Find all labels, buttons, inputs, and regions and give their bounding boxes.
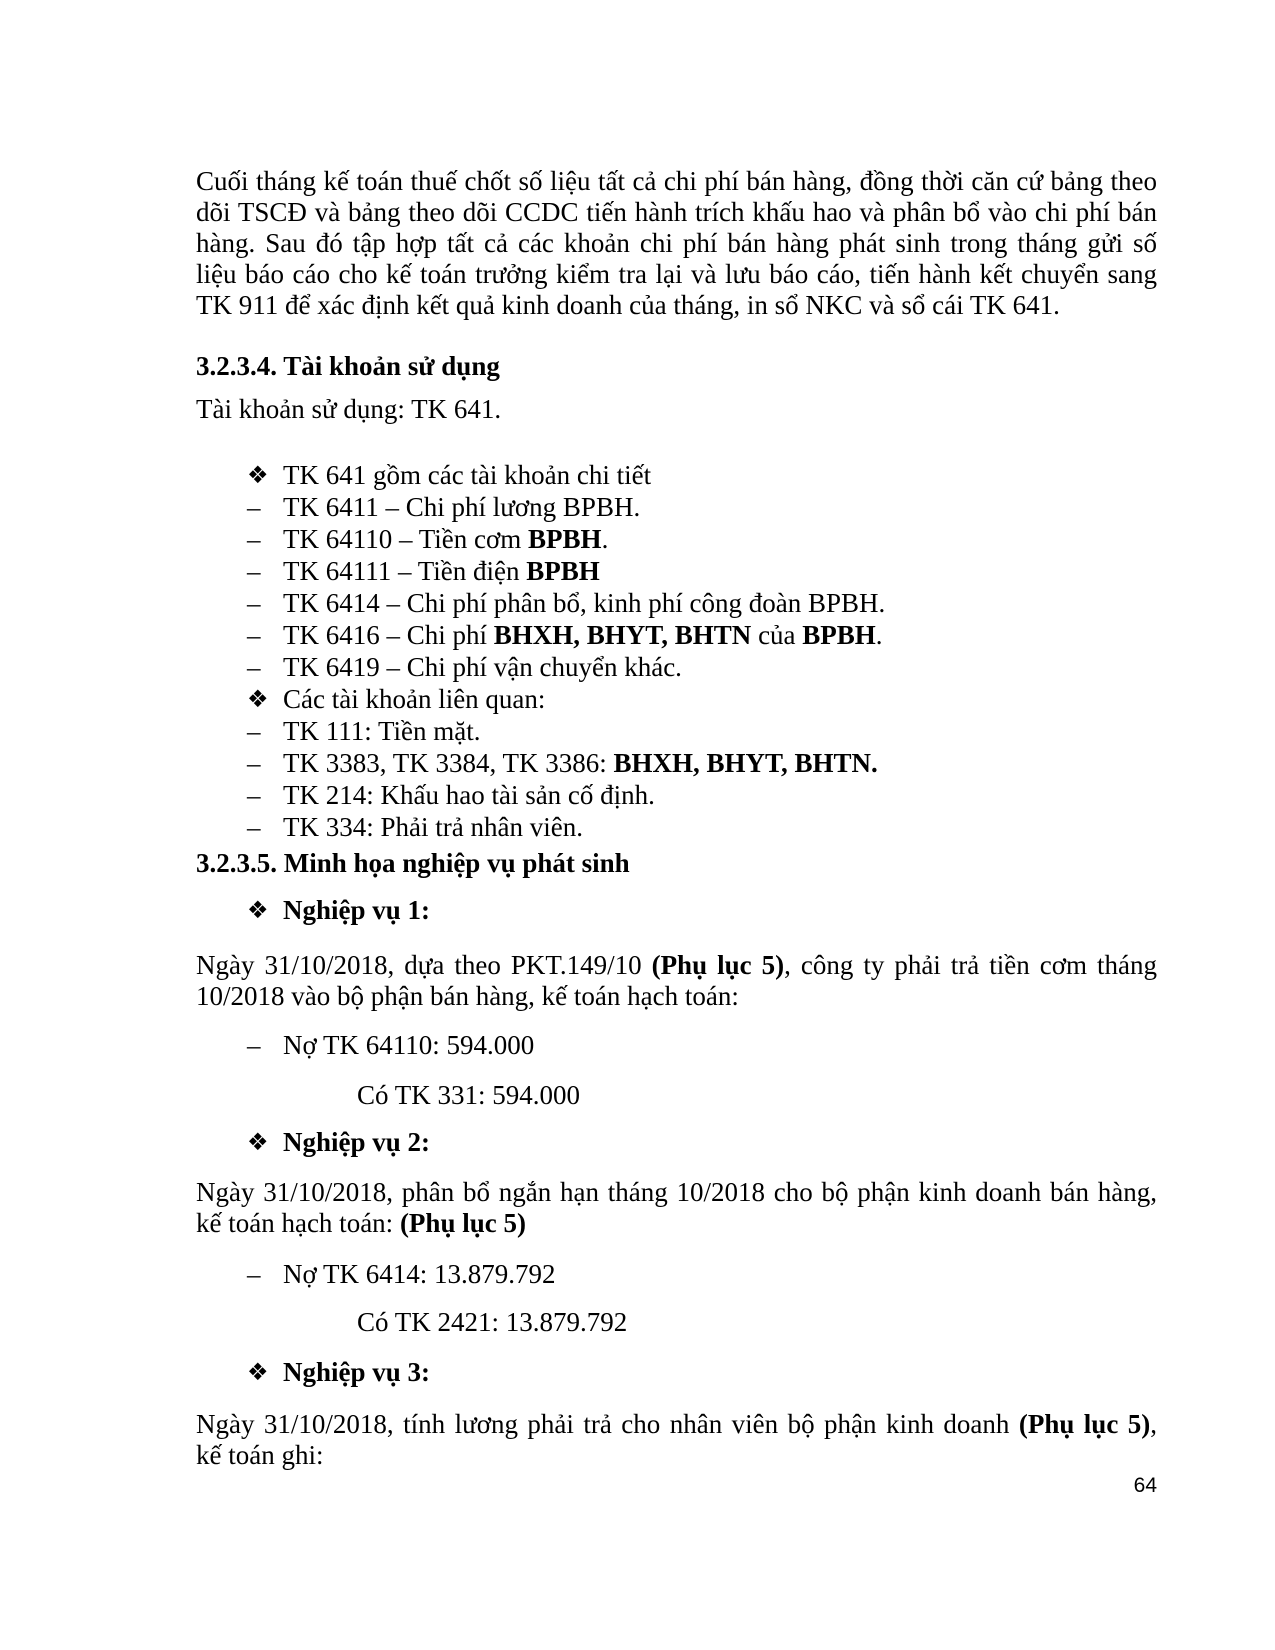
nv1-debit-line (196, 1030, 1157, 1061)
list-item-text: TK 6419 – Chi phí vận chuyển khác. (283, 652, 682, 682)
diamond-bullet-icon: ❖ (247, 896, 269, 924)
dash-bullet-icon: – (247, 748, 261, 778)
list-item-text: TK 6416 – Chi phí BHXH, BHYT, BHTN của BPBH. (283, 620, 883, 650)
list-item (196, 651, 1157, 683)
paragraph-line: Cuối tháng kế toán thuế chốt số liệu tất cả chi phí bán hàng, đồng thời căn cứ bảng theo (196, 166, 1157, 196)
list-item (196, 619, 1157, 651)
paragraph-line: Ngày 31/10/2018, tính lương phải trả cho nhân viên bộ phận kinh doanh (Phụ lục 5), (196, 1409, 1157, 1439)
list-item (196, 779, 1157, 811)
section-heading-3235: 3.2.3.5. Minh họa nghiệp vụ phát sinh (196, 848, 630, 878)
dash-bullet-icon: – (247, 716, 261, 746)
account-usage-line: Tài khoản sử dụng: TK 641. (196, 394, 502, 424)
list-item (196, 491, 1157, 523)
list-item-text: TK 214: Khấu hao tài sản cố định. (283, 780, 655, 810)
dash-bullet-icon: – (247, 812, 261, 842)
dash-bullet-icon: – (247, 556, 261, 586)
list-item (196, 747, 1157, 779)
list-item (196, 523, 1157, 555)
dash-bullet-icon: – (247, 588, 261, 618)
section-heading-3234: 3.2.3.4. Tài khoản sử dụng (196, 351, 500, 381)
dash-bullet-icon: – (247, 524, 261, 554)
paragraph-line: dõi TSCĐ và bảng theo dõi CCDC tiến hành trích khấu hao và phân bổ vào chi phí bán (196, 197, 1157, 227)
paragraph-line: liệu báo cáo cho kế toán trưởng kiểm tra lại và lưu báo cáo, tiến hành kết chuyển sang (196, 259, 1157, 289)
nv2-heading (196, 1127, 1157, 1158)
dash-bullet-icon: – (247, 1030, 261, 1060)
paragraph-line: kế toán ghi: (196, 1440, 324, 1470)
diamond-bullet-icon: ❖ (247, 1128, 269, 1156)
nv3-heading (196, 1357, 1157, 1388)
list-item-text: TK 3383, TK 3384, TK 3386: BHXH, BHYT, BHTN. (283, 748, 878, 778)
dash-bullet-icon: – (247, 492, 261, 522)
list-item-text: TK 64110 – Tiền cơm BPBH. (283, 524, 609, 554)
nv2-credit-line: Có TK 2421: 13.879.792 (357, 1307, 628, 1337)
debit-text: Nợ TK 64110: 594.000 (283, 1030, 535, 1060)
list-item (196, 683, 1157, 715)
list-item (196, 555, 1157, 587)
diamond-bullet-icon: ❖ (247, 685, 269, 713)
list-item (196, 587, 1157, 619)
list-item-text: TK 334: Phải trả nhân viên. (283, 812, 583, 842)
paragraph-line: TK 911 để xác định kết quả kinh doanh của tháng, in sổ NKC và sổ cái TK 641. (196, 290, 1060, 320)
dash-bullet-icon: – (247, 652, 261, 682)
page-number: 64 (1133, 1474, 1157, 1497)
nv1-heading (196, 895, 1157, 926)
debit-text: Nợ TK 6414: 13.879.792 (283, 1259, 556, 1289)
paragraph-line: Ngày 31/10/2018, dựa theo PKT.149/10 (Phụ lục 5), công ty phải trả tiền cơm tháng (196, 950, 1158, 980)
dash-bullet-icon: – (247, 780, 261, 810)
nv2-paragraph (196, 1177, 1157, 1239)
dash-bullet-icon: – (247, 620, 261, 650)
paragraph-line: hàng. Sau đó tập hợp tất cả các khoản chi phí bán hàng phát sinh trong tháng gửi số (196, 228, 1157, 258)
list-item (196, 715, 1157, 747)
nv1-title: Nghiệp vụ 1: (283, 895, 431, 925)
dash-bullet-icon: – (247, 1259, 261, 1289)
account-list (196, 459, 1157, 843)
list-item-text: TK 111: Tiền mặt. (283, 716, 481, 746)
list-item (196, 811, 1157, 843)
nv2-title: Nghiệp vụ 2: (283, 1127, 431, 1157)
nv2-debit-line (196, 1259, 1157, 1290)
list-item-text: TK 641 gồm các tài khoản chi tiết (283, 460, 652, 490)
list-item-text: TK 64111 – Tiền điện BPBH (283, 556, 600, 586)
intro-paragraph (196, 166, 1157, 321)
paragraph-line: 10/2018 vào bộ phận bán hàng, kế toán hạch toán: (196, 981, 739, 1011)
diamond-bullet-icon: ❖ (247, 461, 269, 489)
list-item-text: TK 6414 – Chi phí phân bổ, kinh phí công đoàn BPBH. (283, 588, 886, 618)
list-item-text: Các tài khoản liên quan: (283, 684, 546, 714)
diamond-bullet-icon: ❖ (247, 1358, 269, 1386)
list-item (196, 459, 1157, 491)
list-item-text: TK 6411 – Chi phí lương BPBH. (283, 492, 641, 522)
paragraph-line: Ngày 31/10/2018, phân bổ ngắn hạn tháng 10/2018 cho bộ phận kinh doanh bán hàng, (196, 1177, 1157, 1207)
nv3-title: Nghiệp vụ 3: (283, 1357, 431, 1387)
paragraph-line: kế toán hạch toán: (Phụ lục 5) (196, 1208, 526, 1238)
nv1-paragraph (196, 950, 1157, 1012)
nv3-paragraph (196, 1409, 1157, 1471)
nv1-credit-line: Có TK 331: 594.000 (357, 1080, 581, 1110)
